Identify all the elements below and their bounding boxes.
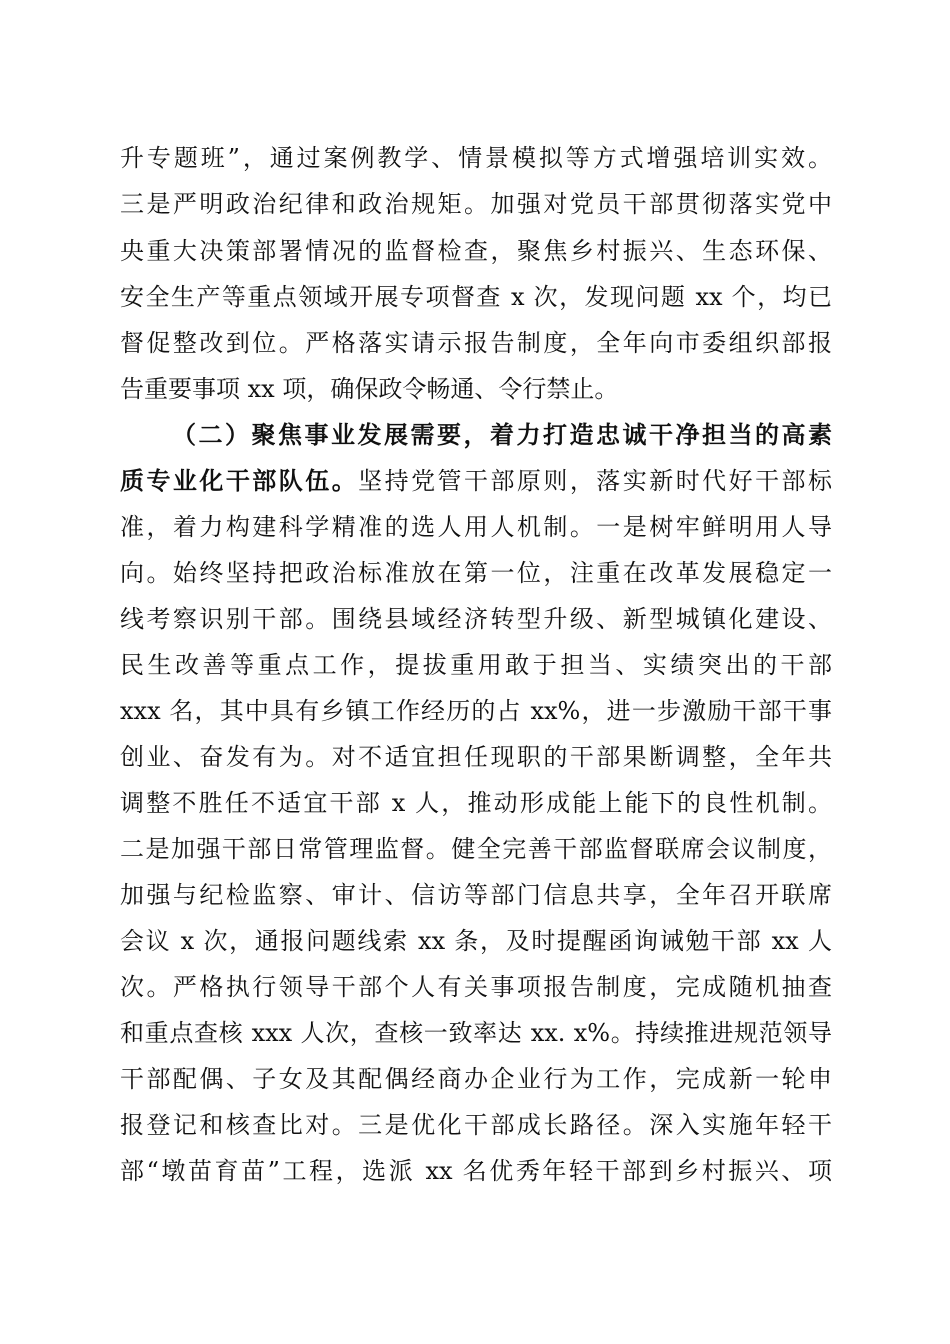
body-line: 创业、奋发有为。对不适宜担任现职的干部果断调整，全年共 (120, 743, 832, 771)
body-line: 加强与纪检监察、审计、信访等部门信息共享，全年召开联席 (120, 881, 832, 909)
body-line: 准，着力构建科学精准的选人用人机制。一是树牢鲜明用人导 (120, 513, 832, 541)
body-line: 和重点查核 xxx 人次，查核一致率达 xx. x%。持续推进规范领导 (120, 1019, 832, 1047)
section-heading-tail: 质专业化干部队伍。 (120, 466, 359, 495)
section-heading-continued (120, 466, 832, 496)
body-line: 调整不胜任不适宜干部 x 人，推动形成能上能下的良性机制。 (120, 789, 832, 817)
body-line: 央重大决策部署情况的监督检查，聚焦乡村振兴、生态环保、 (120, 237, 832, 265)
body-line: 民生改善等重点工作，提拔重用敢于担当、实绩突出的干部 (120, 651, 832, 679)
body-line: 三是严明政治纪律和政治规矩。加强对党员干部贯彻落实党中 (120, 190, 832, 218)
body-line: 干部配偶、子女及其配偶经商办企业行为工作，完成新一轮申 (120, 1065, 832, 1093)
body-text: 坚持党管干部原则，落实新时代好干部标 (358, 467, 833, 495)
body-line: 部“墩苗育苗”工程，选派 xx 名优秀年轻干部到乡村振兴、项 (120, 1157, 832, 1185)
body-line: 二是加强干部日常管理监督。健全完善干部监督联席会议制度， (120, 835, 832, 863)
body-line: 线考察识别干部。围绕县域经济转型升级、新型城镇化建设、 (120, 605, 832, 633)
section-heading: （二）聚焦事业发展需要，着力打造忠诚干净担当的高素 (172, 420, 832, 449)
body-line: 告重要事项 xx 项，确保政令畅通、令行禁止。 (120, 375, 619, 403)
body-line: 安全生产等重点领域开展专项督查 x 次，发现问题 xx 个，均已 (120, 283, 832, 311)
body-line: 升专题班”，通过案例教学、情景模拟等方式增强培训实效。 (120, 144, 832, 172)
body-line: 次。严格执行领导干部个人有关事项报告制度，完成随机抽查 (120, 973, 832, 1001)
body-line: 督促整改到位。严格落实请示报告制度，全年向市委组织部报 (120, 329, 832, 357)
body-line: xxx 名，其中具有乡镇工作经历的占 xx%，进一步激励干部干事 (120, 697, 832, 725)
body-line: 会议 x 次，通报问题线索 xx 条，及时提醒函询诫勉干部 xx 人 (120, 927, 832, 955)
body-line: 报登记和核查比对。三是优化干部成长路径。深入实施年轻干 (120, 1111, 832, 1139)
body-line: 向。始终坚持把政治标准放在第一位，注重在改革发展稳定一 (120, 559, 832, 587)
